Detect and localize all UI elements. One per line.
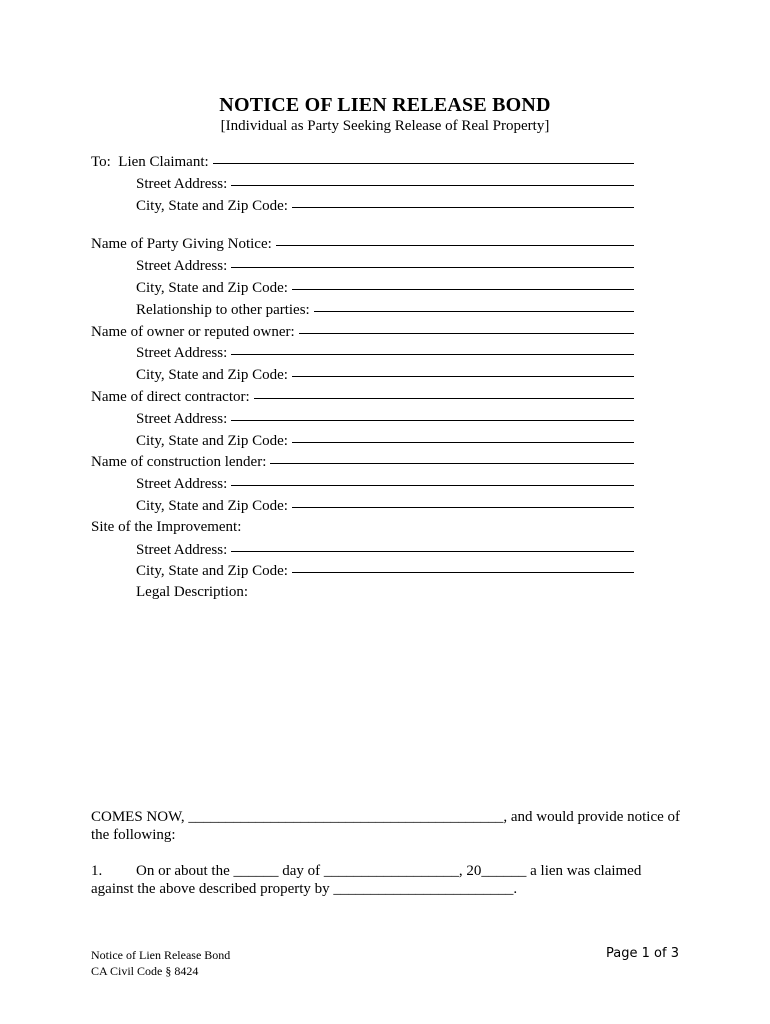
field-label: Street Address: [136,175,228,192]
footer-citation [91,947,230,979]
year-blank[interactable]: ______ [481,863,527,879]
paragraph-1 [91,862,681,898]
form-field-row [91,582,634,604]
field-label: City, State and Zip Code: [136,197,288,214]
field-label: City, State and Zip Code: [136,367,288,384]
field-label: City, State and Zip Code: [136,497,288,514]
field-label: Legal Description: [136,584,249,601]
form-field-row [91,364,634,386]
field-blank-line[interactable] [276,231,634,246]
field-label: Street Address: [136,345,228,362]
comes-now-prefix: COMES NOW, [91,809,189,825]
form-field-row [91,255,634,277]
form-field-row [91,517,634,539]
form-field-row [91,386,634,408]
field-label: Name of construction lender: [91,454,267,471]
field-blank-line[interactable] [292,493,634,508]
field-label: Street Address: [136,258,228,275]
form-field-row [91,430,634,452]
field-label: Street Address: [136,476,228,493]
form-field-row [91,321,634,343]
para1-text-d: a lien was claimed against the above described property by [91,863,642,897]
form-field-row [91,342,634,364]
field-blank-line[interactable] [231,340,634,355]
form-field-row [91,299,634,321]
month-blank[interactable]: __________________ [323,863,459,879]
form-field-row [91,195,634,217]
field-label: Relationship to other parties: [136,301,310,318]
field-label: City, State and Zip Code: [136,563,288,580]
field-blank-line[interactable] [292,275,634,290]
field-blank-line[interactable] [254,384,634,399]
field-blank-line[interactable] [299,319,634,334]
document-subtitle: [Individual as Party Seeking Release of Real Property] [220,118,550,134]
field-label: City, State and Zip Code: [136,279,288,296]
form-field-row [91,151,634,173]
form-field-row [91,560,634,582]
field-blank-line[interactable] [231,406,634,421]
form-field-row [91,277,634,299]
form-field-row [91,173,634,195]
field-blank-line[interactable] [292,558,634,573]
comes-now-suffix: , and would provide notice of the following: [91,809,681,843]
field-label: Street Address: [136,410,228,427]
form-field-row [91,451,634,473]
field-label: Name of direct contractor: [91,388,250,405]
footer-code-ref: CA Civil Code § 8424 [91,964,199,978]
field-label: Street Address: [136,541,228,558]
field-blank-line[interactable] [292,193,634,208]
para1-end: . [513,881,518,897]
form-field-row [91,408,634,430]
field-blank-line[interactable] [270,449,634,464]
form-field-row [91,233,634,255]
form-fields [91,151,634,604]
field-label: City, State and Zip Code: [136,432,288,449]
field-blank-line[interactable] [231,171,634,186]
page-number: Page 1 of 3 [606,946,679,961]
para1-text-b: day of [278,863,324,879]
para1-text-c: , 20 [458,863,482,879]
form-field-row [91,495,634,517]
para1-text-a: On or about the [136,863,234,879]
day-blank[interactable]: ______ [233,863,279,879]
field-label: Name of Party Giving Notice: [91,236,272,253]
claimed-by-blank[interactable]: ________________________ [333,881,514,897]
field-blank-line[interactable] [213,149,634,164]
field-blank-line[interactable] [314,297,634,312]
form-field-row [91,473,634,495]
field-label: To: Lien Claimant: [91,154,209,170]
field-blank-line[interactable] [231,537,634,552]
field-blank-line[interactable] [292,362,634,377]
field-blank-line[interactable] [231,253,634,268]
paragraph-1-number: 1. [91,863,103,879]
field-label: Site of the Improvement: [91,518,242,535]
comes-now-blank[interactable]: __________________________________________ [188,809,504,825]
comes-now-paragraph [91,808,681,844]
footer-doc-name: Notice of Lien Release Bond [91,948,231,962]
field-label: Name of owner or reputed owner: [91,323,295,340]
document-title: NOTICE OF LIEN RELEASE BOND [219,94,551,116]
field-blank-line[interactable] [231,471,634,486]
field-blank-line[interactable] [292,428,634,443]
form-field-row [91,539,634,561]
